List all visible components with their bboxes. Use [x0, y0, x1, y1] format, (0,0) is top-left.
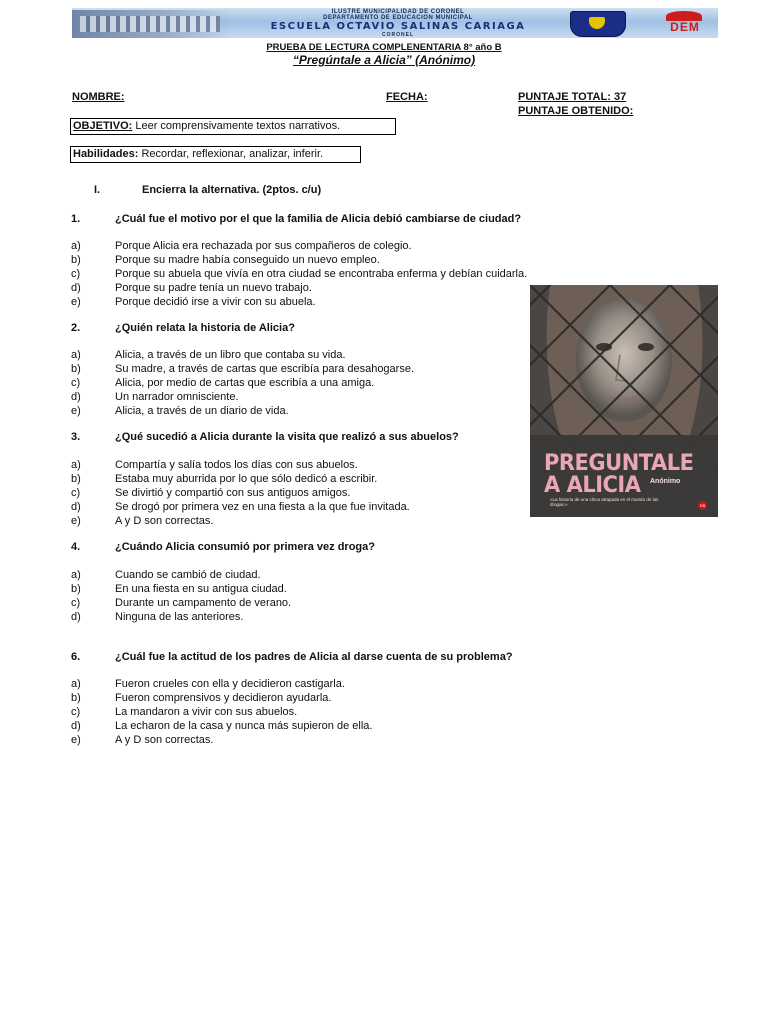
option-letter: b) [71, 473, 81, 485]
option-letter: c) [71, 597, 81, 609]
option-letter: b) [71, 583, 81, 595]
option-letter: c) [71, 487, 81, 499]
option-text: Cuando se cambió de ciudad. [115, 569, 261, 581]
book-title: “Pregúntale a Alicia” (Anónimo) [292, 53, 476, 67]
cover-title [544, 449, 718, 498]
banner-city: CORONEL [382, 32, 414, 38]
option-text: Porque su abuela que vivía en otra ciudad se encontraba enferma y debían cuidarla. [115, 268, 528, 280]
nombre-label: NOMBRE: [72, 91, 125, 103]
objetivo-box [70, 118, 396, 135]
option-text: Se drogó por primera vez en una fiesta a la que fue invitada. [115, 501, 410, 513]
option-letter: a) [71, 349, 81, 361]
option-letter: c) [71, 706, 81, 718]
question-text: ¿Cuál fue la actitud de los padres de Alicia al darse cuenta de su problema? [115, 651, 513, 663]
option-text: Se divirtió y compartió con sus antiguos amigos. [115, 487, 351, 499]
option-text: Porque Alicia era rechazada por sus compañeros de colegio. [115, 240, 412, 252]
option-text: A y D son correctas. [115, 734, 214, 746]
dem-logo-text: DEM [670, 20, 700, 34]
habilidades-text: Recordar, reflexionar, analizar, inferir. [141, 148, 324, 160]
option-letter: d) [71, 501, 81, 513]
question-number: 3. [71, 431, 81, 443]
option-letter: c) [71, 377, 81, 389]
section-instruction: Encierra la alternativa. (2ptos. c/u) [142, 184, 322, 196]
option-letter: b) [71, 363, 81, 375]
school-crest-icon [570, 11, 626, 37]
option-text: En una fiesta en su antigua ciudad. [115, 583, 287, 595]
option-text: Su madre, a través de cartas que escribía para desahogarse. [115, 363, 415, 375]
option-letter: a) [71, 240, 81, 252]
option-text: Fueron comprensivos y decidieron ayudarla. [115, 692, 332, 704]
option-letter: d) [71, 720, 81, 732]
option-letter: e) [71, 296, 81, 308]
section-roman: I. [94, 184, 101, 196]
question-number: 4. [71, 541, 81, 553]
banner-municipality: ILUSTRE MUNICIPALIDAD DE CORONEL [331, 9, 465, 15]
option-letter: b) [71, 254, 81, 266]
cover-blurb: «La historia de una chica atrapada en el mundo de las drogas.» [550, 497, 659, 507]
option-text: Durante un campamento de verano. [115, 597, 292, 609]
habilidades-box [70, 146, 361, 163]
question-number: 1. [71, 213, 81, 225]
option-letter: d) [71, 282, 81, 294]
test-title: PRUEBA DE LECTURA COMPLENENTARIA 8° año B [266, 42, 502, 53]
option-text: Compartía y salía todos los días con sus abuelos. [115, 459, 358, 471]
option-text: Ninguna de las anteriores. [115, 611, 244, 623]
puntaje-total [518, 91, 626, 103]
school-banner [72, 8, 718, 38]
question-text: ¿Cuál fue el motivo por el que la familia de Alicia debió cambiarse de ciudad? [115, 213, 522, 225]
objetivo-label: OBJETIVO: [73, 120, 133, 132]
banner-department: DEPARTAMENTO DE EDUCACION MUNICIPAL [323, 15, 473, 21]
option-text: A y D son correctas. [115, 515, 214, 527]
option-letter: d) [71, 611, 81, 623]
banner-school-name: ESCUELA OCTAVIO SALINAS CARIAGA [270, 21, 526, 32]
publisher-logo-icon: DB [699, 503, 706, 508]
dem-logo [660, 11, 710, 35]
puntaje-obtenido-label: PUNTAJE OBTENIDO: [518, 105, 634, 117]
option-letter: c) [71, 268, 81, 280]
option-text: Alicia, por medio de cartas que escribía a una amiga. [115, 377, 375, 389]
option-letter: a) [71, 459, 81, 471]
objetivo-text: Leer comprensivamente textos narrativos. [135, 120, 341, 132]
question-number: 2. [71, 322, 81, 334]
option-text: Porque decidió irse a vivir con su abuela. [115, 296, 316, 308]
option-text: Alicia, a través de un libro que contaba su vida. [115, 349, 346, 361]
option-letter: d) [71, 391, 81, 403]
cover-title-line1: PREGUNTALE [544, 449, 694, 476]
option-letter: b) [71, 692, 81, 704]
question-text: ¿Cuándo Alicia consumió por primera vez droga? [115, 541, 375, 553]
option-letter: e) [71, 515, 81, 527]
option-text: La echaron de la casa y nunca más supieron de ella. [115, 720, 373, 732]
option-letter: a) [71, 569, 81, 581]
banner-text [234, 9, 562, 38]
fecha-label: FECHA: [386, 91, 428, 103]
cover-author: Anónimo [650, 478, 681, 485]
puntaje-total-label: PUNTAJE TOTAL: [518, 91, 611, 103]
question-text: ¿Qué sucedió a Alicia durante la visita que realizó a sus abuelos? [115, 431, 459, 443]
cover-title-line2: A ALICIA [544, 471, 641, 498]
school-building-image [72, 10, 232, 38]
puntaje-total-value: 37 [613, 91, 627, 103]
option-letter: a) [71, 678, 81, 690]
option-text: Estaba muy aburrida por lo que sólo dedicó a escribir. [115, 473, 378, 485]
option-letter: e) [71, 405, 81, 417]
habilidades-label: Habilidades: [73, 148, 139, 160]
option-text: Alicia, a través de un diario de vida. [115, 405, 289, 417]
option-text: Porque su madre había conseguido un nuevo empleo. [115, 254, 380, 266]
book-cover-image [530, 285, 718, 517]
option-text: Un narrador omnisciente. [115, 391, 239, 403]
option-text: Porque su padre tenía un nuevo trabajo. [115, 282, 312, 294]
question-number: 6. [71, 651, 81, 663]
option-text: La mandaron a vivir con sus abuelos. [115, 706, 298, 718]
option-letter: e) [71, 734, 81, 746]
question-text: ¿Quién relata la historia de Alicia? [115, 322, 295, 334]
option-text: Fueron crueles con ella y decidieron castigarla. [115, 678, 345, 690]
